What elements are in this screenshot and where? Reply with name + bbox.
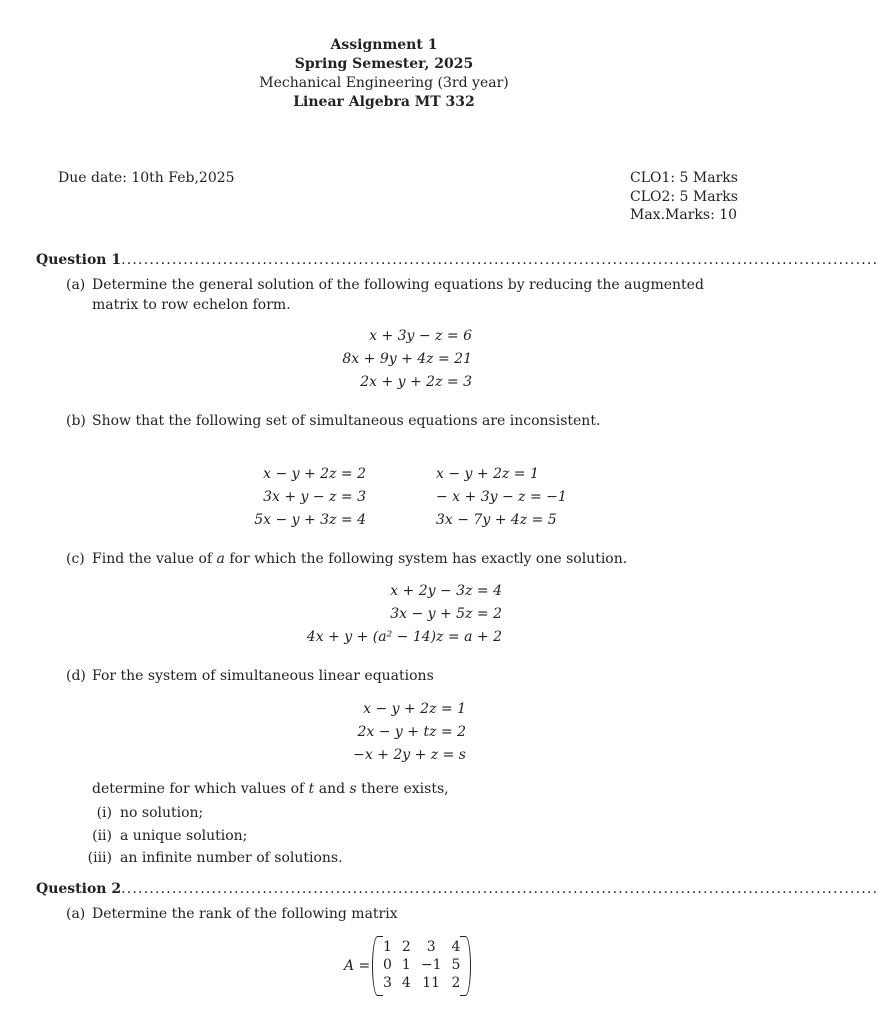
- clo2-marks: CLO2: 5 Marks: [630, 189, 738, 205]
- matrix-cell: 11: [422, 975, 441, 991]
- question-1d: [66, 666, 732, 686]
- equation: 8x + 9y + 4z = 21: [342, 351, 472, 367]
- equations-1c: [270, 580, 502, 649]
- subitem-label: (iii): [87, 850, 112, 866]
- equations-1d: [300, 698, 466, 767]
- matrix-cell: 0: [383, 957, 392, 973]
- equation: x − y + 2z = 1: [363, 701, 466, 717]
- question-1d-followup: determine for which values of t and s there exists,: [92, 781, 449, 797]
- item-text: For the system of simultaneous linear equations: [92, 668, 434, 684]
- matrix-a: [378, 938, 465, 992]
- equation: 5x − y + 3z = 4: [254, 512, 366, 528]
- matrix-cell: 3: [426, 939, 436, 955]
- due-date: Due date: 10th Feb,2025: [58, 170, 235, 186]
- question-2-heading: Question 2......................................................................................................................................: [36, 881, 878, 897]
- item-text: Determine the general solution of the following equations by reducing the augmented matrix to row echelon form.: [92, 277, 704, 314]
- item-label: (c): [66, 551, 85, 567]
- variable-s: s: [349, 781, 357, 797]
- item-label: (a): [66, 906, 86, 922]
- question-1b: [66, 411, 732, 431]
- matrix-cell: 4: [451, 939, 461, 955]
- question-1-heading: Question 1......................................................................................................................................: [36, 252, 878, 268]
- item-text: Find the value of a for which the following system has exactly one solution.: [92, 551, 628, 567]
- equation: − x + 3y − z = −1: [436, 489, 567, 505]
- item-text: Determine the rank of the following matrix: [92, 906, 398, 922]
- matrix-row: [378, 974, 465, 992]
- item-label: (a): [66, 277, 86, 293]
- variable-t: t: [308, 781, 315, 797]
- question-2a: [66, 904, 732, 924]
- leader-dots: ......................................................................................................................................: [121, 252, 878, 268]
- equation: 4x + y + (a² − 14)z = a + 2: [306, 629, 502, 645]
- assignment-title: Assignment 1: [330, 37, 438, 53]
- variable-a: a: [216, 551, 225, 567]
- subitem-text: a unique solution;: [120, 828, 248, 844]
- equation: 2x + y + 2z = 3: [360, 374, 472, 390]
- matrix-cell: 1: [401, 957, 411, 973]
- equations-1a: [300, 325, 472, 394]
- equation: −x + 2y + z = s: [353, 747, 466, 763]
- equation: 3x − y + 5z = 2: [390, 606, 502, 622]
- equation: 3x − 7y + 4z = 5: [436, 512, 557, 528]
- leader-dots: ......................................................................................................................................: [121, 881, 878, 897]
- equation: 2x − y + tz = 2: [357, 724, 466, 740]
- subitem-label: (ii): [92, 828, 112, 844]
- equations-1b-left: [220, 463, 366, 532]
- matrix-cell: 1: [383, 939, 392, 955]
- matrix-table: [378, 938, 465, 992]
- max-marks: Max.Marks: 10: [630, 207, 738, 223]
- course-line: Linear Algebra MT 332: [293, 94, 475, 110]
- matrix-cell: 2: [401, 939, 411, 955]
- item-label: (d): [66, 668, 86, 684]
- department-line: Mechanical Engineering (3rd year): [259, 75, 509, 91]
- subitem-text: no solution;: [120, 805, 204, 821]
- matrix-cell: 2: [451, 975, 461, 991]
- left-paren: [372, 936, 383, 996]
- matrix-cell: 4: [401, 975, 411, 991]
- matrix-cell: 5: [451, 957, 461, 973]
- semester-line: Spring Semester, 2025: [294, 56, 474, 72]
- equation: 3x + y − z = 3: [263, 489, 366, 505]
- subitem-label: (i): [96, 805, 112, 821]
- right-paren: [460, 936, 471, 996]
- equations-1b-right: [436, 463, 567, 532]
- equation: x + 2y − 3z = 4: [390, 583, 502, 599]
- matrix-row: [378, 956, 465, 974]
- matrix-row: [378, 938, 465, 956]
- subitem-text: an infinite number of solutions.: [120, 850, 343, 866]
- equation: x − y + 2z = 2: [263, 466, 366, 482]
- item-label: (b): [66, 413, 86, 429]
- clo1-marks: CLO1: 5 Marks: [630, 170, 738, 186]
- equation: x − y + 2z = 1: [436, 466, 539, 482]
- item-text: Show that the following set of simultaneous equations are inconsistent.: [92, 413, 601, 429]
- equation: x + 3y − z = 6: [369, 328, 472, 344]
- matrix-name: A =: [344, 958, 371, 974]
- question-1a: [66, 275, 732, 316]
- matrix-cell: 3: [383, 975, 392, 991]
- matrix-cell: −1: [420, 957, 442, 973]
- question-1c: [66, 549, 732, 569]
